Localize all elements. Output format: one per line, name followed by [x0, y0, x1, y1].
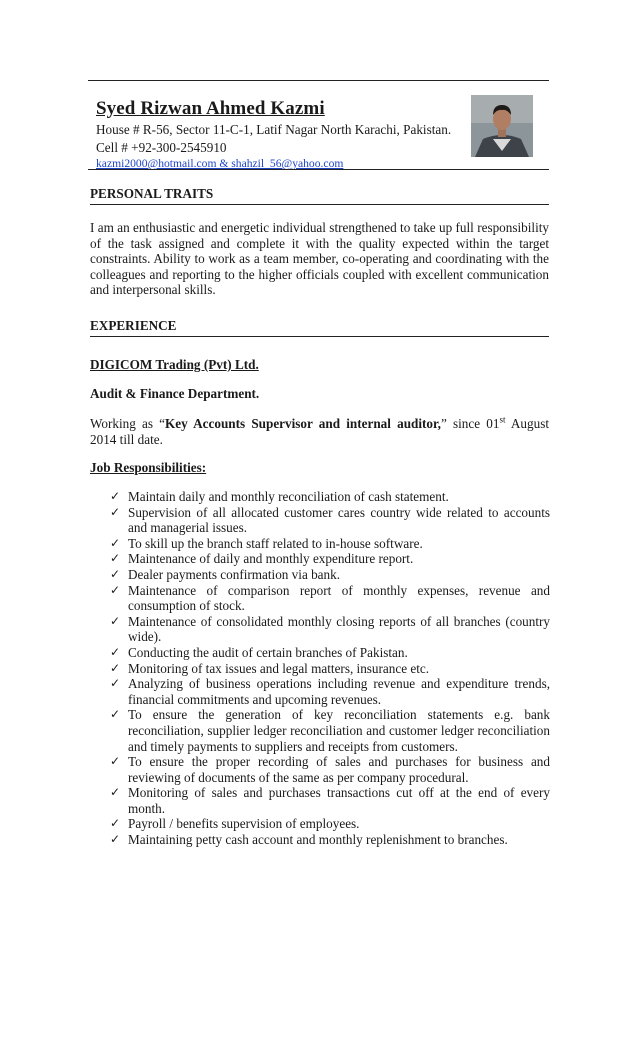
list-item: ✓ Maintenance of consolidated monthly closing reports of all branches (country wide). [110, 613, 550, 645]
list-item: ✓ To skill up the branch staff related to in-house software. [110, 535, 423, 551]
working-mid: ” since 01 [440, 416, 500, 431]
section-rule [90, 204, 549, 205]
list-item: ✓ To ensure the proper recording of sales and purchases for business and reviewing of documents of the same as per company procedural. [110, 754, 550, 785]
traits-paragraph: I am an enthusiastic and energetic individual strengthened to take up full responsibility of the task assigned and complete it with the quality expected within the target constraints. Ability to work as a team member, co-operating and coordinating with the colleagues and reporting to the higher officials coupled with excellent communication and interpersonal skills. [90, 220, 549, 298]
section-title: PERSONAL TRAITS [90, 186, 214, 201]
profile-photo [471, 95, 533, 157]
checkmark-icon: ✓ [110, 754, 121, 769]
cell-number: Cell # +92-300-2545910 [96, 140, 227, 155]
checkmark-icon: ✓ [110, 582, 121, 597]
checkmark-icon: ✓ [110, 707, 121, 722]
checkmark-icon: ✓ [110, 551, 121, 566]
working-suffix: August 2014 till date. [90, 416, 549, 447]
department-title: Audit & Finance Department. [90, 386, 260, 401]
checkmark-icon: ✓ [110, 676, 121, 691]
list-item: ✓ Dealer payments confirmation via bank. [110, 566, 341, 582]
checkmark-icon: ✓ [110, 504, 121, 519]
personal-traits-text [90, 220, 549, 298]
responsibilities-title: Job Responsibilities: [90, 460, 207, 475]
role-title: Key Accounts Supervisor and internal auditor, [165, 416, 441, 431]
candidate-name: Syed Rizwan Ahmed Kazmi [96, 98, 325, 119]
list-item: ✓ Supervision of all allocated customer cares country wide related to accounts and managerial issues. [110, 504, 550, 536]
checkmark-icon: ✓ [110, 566, 121, 581]
section-rule [90, 336, 549, 337]
working-prefix: Working as “ [90, 416, 165, 431]
personal-traits-section [90, 186, 549, 205]
date-suffix: st [499, 414, 506, 425]
checkmark-icon: ✓ [110, 644, 121, 659]
job-responsibilities-heading [90, 460, 549, 476]
company-title: DIGICOM Trading (Pvt) Ltd. [90, 357, 259, 372]
list-item: ✓ Maintaining petty cash account and monthly replenishment to branches. [110, 832, 508, 848]
checkmark-icon: ✓ [110, 785, 121, 800]
checkmark-icon: ✓ [110, 535, 121, 550]
list-item: ✓ To ensure the generation of key reconciliation statements e.g. bank reconciliation, supplier ledger reconciliation and customer ledger reconciliation and timely payments to suppliers and receipts from customers. [110, 707, 550, 754]
list-item: ✓ Monitoring of tax issues and legal matters, insurance etc. [110, 660, 430, 676]
list-item: ✓ Payroll / benefits supervision of employees. [110, 816, 360, 832]
top-rule [88, 80, 549, 81]
working-as-paragraph [90, 416, 549, 447]
list-item: ✓ Maintenance of daily and monthly expenditure report. [110, 551, 414, 567]
header-rule [88, 169, 549, 170]
checkmark-icon: ✓ [110, 832, 121, 847]
resume-header [96, 98, 476, 172]
list-item: ✓ Monitoring of sales and purchases transactions cut off at the end of every month. [110, 785, 550, 816]
experience-section [90, 318, 549, 337]
address: House # R-56, Sector 11-C-1, Latif Nagar North Karachi, Pakistan. [96, 122, 452, 137]
checkmark-icon: ✓ [110, 816, 121, 831]
responsibilities-list [110, 489, 550, 848]
list-item: ✓ Maintain daily and monthly reconciliation of cash statement. [110, 489, 449, 504]
list-item: ✓ Maintenance of comparison report of monthly expenses, revenue and consumption of stock. [110, 582, 550, 614]
list-item: ✓ Conducting the audit of certain branches of Pakistan. [110, 644, 408, 660]
company-name [90, 357, 549, 373]
list-item: ✓ Analyzing of business operations including revenue and expenditure trends, financial commitments and upcoming revenues. [110, 676, 550, 707]
checkmark-icon: ✓ [110, 489, 121, 503]
department [90, 386, 549, 402]
checkmark-icon: ✓ [110, 660, 121, 675]
checkmark-icon: ✓ [110, 613, 121, 628]
section-title: EXPERIENCE [90, 318, 177, 333]
email-link[interactable]: kazmi2000@hotmail.com & shahzil_56@yahoo.com [96, 157, 344, 170]
role-statement [90, 416, 549, 447]
